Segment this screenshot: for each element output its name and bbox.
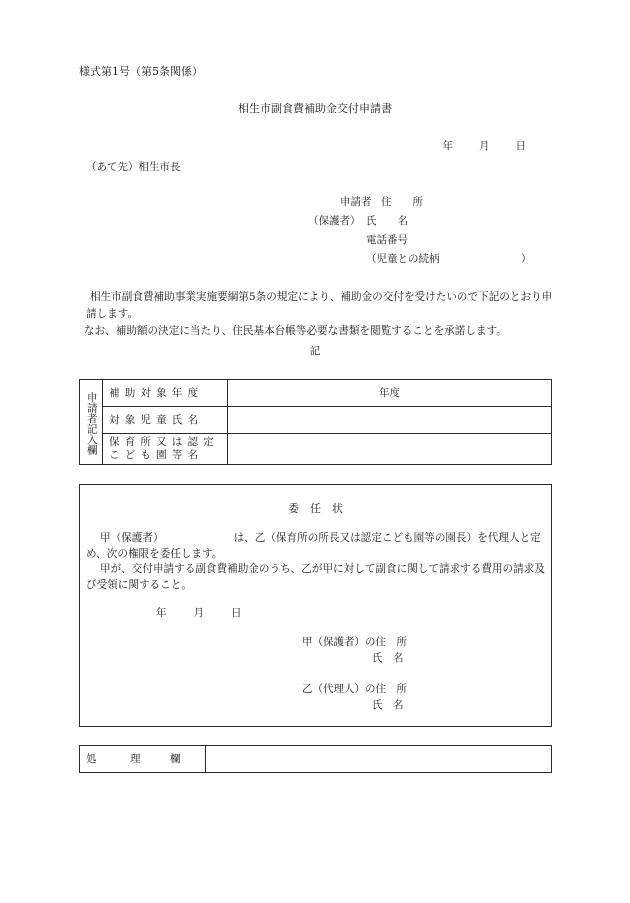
proxy-date — [156, 608, 242, 619]
body-paragraph-1: 相生市副食費補助事業実施要綱第5条の規定により、補助金の交付を受けたいので下記のとおり申請します。 — [86, 291, 553, 320]
child-name-value[interactable] — [228, 407, 552, 434]
proxy-date-month: 月 — [193, 607, 204, 619]
date-day: 日 — [515, 140, 526, 152]
fiscal-year-label: 補助対象年度 — [103, 380, 228, 407]
facility-label-line-2: こども園等名 — [109, 449, 204, 461]
proxy-paragraph-1 — [86, 531, 548, 562]
applicant-side-label: 申請者記入欄 — [80, 380, 103, 465]
facility-label-line-1: 保育所又は認定 — [109, 436, 219, 448]
body-paragraph-2: なお、補助額の決定に当たり、住民基本台帳等必要な書類を閲覧することを承諾します。 — [84, 325, 507, 337]
processing-value[interactable] — [206, 746, 552, 773]
kou-address-label: 甲（保護者）の住 所 — [302, 636, 407, 648]
child-name-label: 対象児童氏名 — [103, 407, 228, 434]
form-number: 様式第1号（第5条関係） — [79, 65, 203, 78]
proxy-date-day: 日 — [231, 607, 242, 619]
proxy-text — [86, 531, 548, 593]
application-table — [79, 379, 552, 465]
proxy-title: 委 任 状 — [288, 502, 343, 515]
kou-name-label: 氏 名 — [372, 652, 404, 664]
document-title: 相生市副食費補助金交付申請書 — [238, 102, 392, 115]
processing-label-1: 処 — [86, 752, 97, 765]
date-year: 年 — [442, 140, 453, 152]
proxy-kou: 甲（保護者） — [100, 532, 164, 544]
body-text — [86, 289, 554, 340]
proxy-delegation: は、乙（保育所の所長又は認定こども園等の園長）を代理人と定め、次の権限を委任します。 — [86, 532, 541, 560]
fiscal-year-value[interactable]: 年度 — [228, 380, 552, 407]
applicant-label: 申請者 — [340, 196, 372, 208]
proxy-paragraph-2: 甲が、交付申請する副食費補助金のうち、乙が甲に対して副食に関して請求する費用の請求及び受領に関すること。 — [86, 563, 545, 591]
otsu-address-label: 乙（代理人）の住 所 — [302, 683, 407, 695]
relation-label: （児童との続柄 — [366, 253, 440, 265]
processing-label-3: 欄 — [170, 752, 181, 765]
processing-label-2: 理 — [130, 752, 141, 765]
phone-label: 電話番号 — [366, 234, 408, 246]
address-label: 住 所 — [381, 196, 423, 208]
processing-table — [79, 745, 552, 773]
ki-marker: 記 — [309, 345, 321, 357]
processing-label — [80, 746, 206, 773]
guardian-label: （保護者） — [308, 215, 361, 227]
facility-name-value[interactable] — [228, 434, 552, 465]
date-line — [443, 141, 527, 152]
proxy-date-year: 年 — [156, 607, 167, 619]
otsu-name-label: 氏 名 — [372, 699, 404, 711]
power-of-attorney-box — [79, 484, 552, 727]
facility-name-label — [103, 434, 228, 465]
addressee: （あて先）相生市長 — [86, 161, 181, 173]
relation-close: ） — [521, 253, 532, 265]
date-month: 月 — [479, 140, 490, 152]
name-label: 氏 名 — [366, 215, 408, 227]
